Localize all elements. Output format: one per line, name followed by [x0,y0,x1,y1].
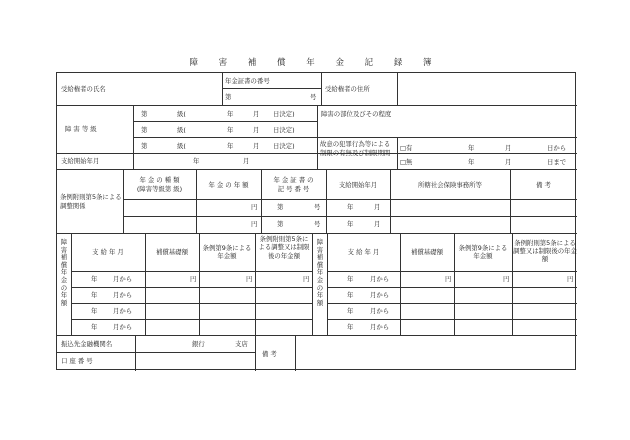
cert-suffix: 号 [310,93,317,101]
adj-month: 月 [374,203,381,211]
bank-label: 銀行 [192,340,205,348]
row-year: 年 [347,275,354,283]
adjustment-label: 条例附則第5条による調整関係 [60,193,122,210]
payment-start-label: 支給開始年月 [61,157,100,165]
cert-code-header: 年 金 証 書 の [273,176,314,184]
row-month-from: 月から [370,323,390,331]
annual-amount-label: 障害補償年金の年額 [60,238,68,307]
grade-day: 日決定) [273,110,295,118]
bank-name-label: 振込先金融機関名 [61,340,113,348]
row-yen: 円 [303,275,310,283]
address-field[interactable] [399,75,574,103]
grade-year: 年 [227,142,234,150]
row-yen: 円 [246,275,253,283]
art9-header: 条例第9条による年金額 [202,244,252,260]
restriction-no-checkbox[interactable]: □無 [400,158,413,166]
cert-code-header-2: 記 号 番 号 [277,185,310,193]
grade-kyu: 級( [177,142,186,150]
period-header: 支 給 年 月 [92,248,124,256]
grade-kyu: 級( [177,126,186,134]
period-header: 支 給 年 月 [347,248,380,256]
row-year: 年 [91,291,98,299]
grade-month: 月 [253,142,260,150]
row-year: 年 [347,323,354,331]
row-year: 年 [91,275,98,283]
restriction-yes-checkbox[interactable]: □有 [400,144,413,152]
grade-label: 障 害 等 級 [65,125,97,133]
adj-go: 号 [314,203,321,211]
row-yen: 円 [567,275,574,283]
row-month-from: 月から [113,275,133,283]
adj-year: 年 [347,220,354,228]
address-label: 受給権者の住所 [325,85,370,93]
restriction-from: 日から [547,144,567,152]
cert-prefix: 第 [225,93,232,101]
row-month-from: 月から [370,307,390,315]
recipient-name-label: 受給権者の氏名 [61,85,106,93]
art9-header: 条例第9条による年金額 [458,244,508,260]
grade-dai: 第 [141,110,148,118]
adj-dai: 第 [277,203,284,211]
account-number-label: 口 座 番 号 [61,357,93,365]
record-form [56,72,576,370]
remarks-header: 備 考 [536,181,551,189]
page-title: 障 害 補 償 年 金 記 録 簿 [189,58,441,68]
adj-go: 号 [314,220,321,228]
restriction-until: 日まで [547,158,567,166]
grade-year: 年 [227,126,234,134]
grade-year: 年 [227,110,234,118]
row-month-from: 月から [370,291,390,299]
branch-label: 支店 [235,340,248,348]
adj-year: 年 [347,203,354,211]
grade-kyu: 級( [177,110,186,118]
restriction-label: 故意の犯罪行為等による制限の有無及び制限期間 [320,140,391,157]
pension-type-sub: (障害等級第 級) [136,185,183,193]
row-month-from: 月から [113,307,133,315]
grade-month: 月 [253,110,260,118]
annual-amount-label: 障害補償年金の年額 [316,238,324,307]
row-month-from: 月から [370,275,390,283]
base-amount-header: 補償基礎額 [156,248,188,256]
restriction-month: 月 [505,158,512,166]
grade-day: 日決定) [273,142,295,150]
adj-yen: 円 [251,203,258,211]
row-year: 年 [347,307,354,315]
row-year: 年 [91,323,98,331]
adj-dai: 第 [277,220,284,228]
grade-dai: 第 [141,126,148,134]
disability-area-label: 障害の部位及びその程度 [321,110,392,118]
row-month-from: 月から [113,323,133,331]
recipient-name-field[interactable] [127,75,219,103]
pension-amount-header: 年 金 の 年 額 [208,181,249,189]
row-yen: 円 [190,275,197,283]
row-month-from: 月から [113,291,133,299]
grade-month: 月 [253,126,260,134]
row-yen: 円 [445,275,452,283]
payment-start-month: 月 [243,157,250,165]
suppl-header: 条例附則第5条による調整又は制限後の年金額 [258,235,310,260]
adj-start-header: 支給開始年月 [338,181,378,189]
row-yen: 円 [503,275,510,283]
bottom-remarks-label: 備 考 [262,350,277,358]
grade-day: 日決定) [273,126,295,134]
restriction-year: 年 [468,144,475,152]
restriction-month: 月 [505,144,512,152]
office-header: 所轄社会保険事務所等 [418,181,482,189]
restriction-year: 年 [468,158,475,166]
cert-number-label: 年金証書の番号 [225,77,270,85]
pension-type-header: 年 金 の 種 類 [139,176,180,184]
row-year: 年 [347,291,354,299]
row-year: 年 [91,307,98,315]
grade-dai: 第 [141,142,148,150]
adj-month: 月 [374,220,381,228]
adj-yen: 円 [251,220,258,228]
suppl-header: 条例附則第5条による調整又は制限後の年金額 [513,239,577,263]
payment-start-year: 年 [193,157,200,165]
base-amount-header: 補償基礎額 [411,248,443,256]
